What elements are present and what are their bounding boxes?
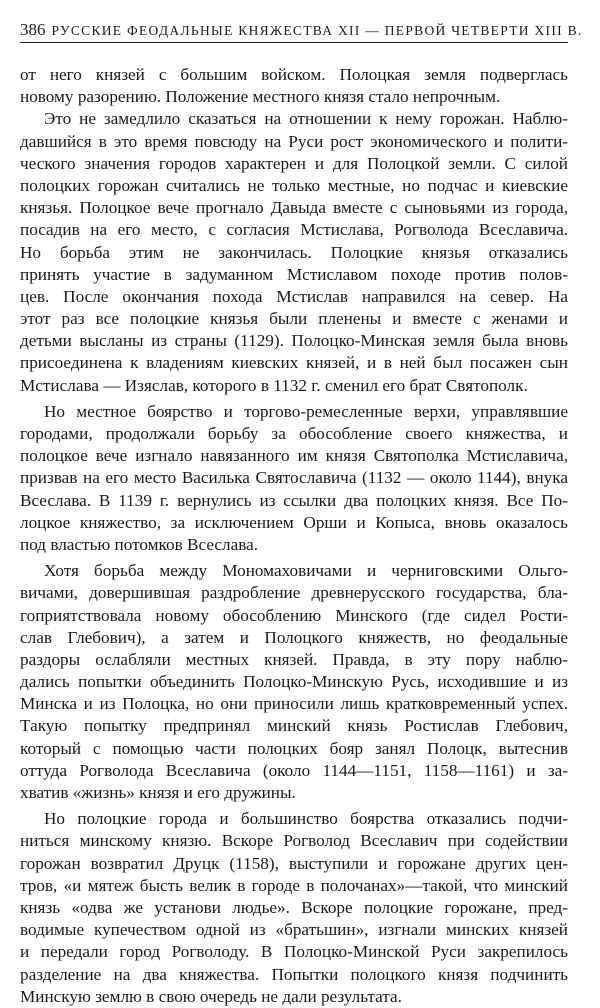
text-line: ниться минскому князю. Вскоре Рогволод Всеславич при содействии xyxy=(20,831,568,851)
text-line: князь «одва же установи людье». Вскоре полоцкие горожане, пред- xyxy=(20,897,568,917)
text-line: полоцких горожан считались не только местные, но подчас и киевские xyxy=(20,175,568,195)
running-title: РУССКИЕ ФЕОДАЛЬНЫЕ КНЯЖЕСТВА XII — ПЕРВОЙ ЧЕТВЕРТИ XIII В. xyxy=(51,23,583,38)
text-line: Но полоцкие города и большинство боярства отказались подчи- xyxy=(44,809,568,829)
text-line: слав Глебович), а затем и Полоцкого княжеств, но феодальные xyxy=(20,627,568,647)
text-line: раздоры ослабляли местных князей. Правда, в эту пору наблю- xyxy=(20,649,568,669)
text-line: под властью потомков Всеслава. xyxy=(20,534,259,554)
text-line: разделение на два княжества. Попытки полоцкого князя подчинить xyxy=(20,964,568,984)
text-line: дались попытки объединить Полоцко-Минскую Русь, исходившие и из xyxy=(20,672,568,692)
header-rule xyxy=(20,42,568,43)
text-line: хватив «жизнь» князя и его дружины. xyxy=(20,783,296,802)
text-line: призвав на его место Василька Святославича (1132 — около 1144), внука xyxy=(20,468,568,488)
text-line: горожан возвратил Друцк (1158), выступили и горожане других цен- xyxy=(20,853,568,873)
text-line: этот раз все полоцкие князья были пленены и вместе с женами и xyxy=(20,309,568,329)
text-line: лоцкое княжество, за исключением Орши и Копыса, вновь оказалось xyxy=(20,512,568,532)
text-line: водимые купечеством одной из «братьшин», изгнали минских князей xyxy=(20,920,568,940)
paragraph xyxy=(20,808,568,1008)
paragraph xyxy=(20,560,568,804)
text-line: Минска и из Полоцка, но они приносили лишь кратковременный успех. xyxy=(20,694,568,714)
body-text xyxy=(20,64,568,1008)
text-line: тров, «и мятеж бысть велик в городе в полочанах»—такой, что минский xyxy=(20,875,568,895)
text-line: Такую попытку предпринял минский князь Ростислав Глебович, xyxy=(20,716,568,736)
text-line: Всеслава. В 1139 г. вернулись из ссылки два полоцких князя. Все По- xyxy=(20,490,568,510)
text-line: Это не замедлило сказаться на отношении к нему горожан. Наблю- xyxy=(44,109,568,129)
text-line: гоприятствовала новому обособлению Минского (где сидел Рости- xyxy=(20,605,568,625)
text-line: Хотя борьба между Мономаховичами и черниговскими Ольго- xyxy=(44,561,568,581)
text-line: присоединена к владениям киевских князей, и в ней был посажен сын xyxy=(20,353,568,373)
text-line: цев. После окончания похода Мстислав направился на север. На xyxy=(20,286,568,306)
text-line: принять участие в задуманном Мстиславом походе против полов- xyxy=(20,264,568,284)
paragraph xyxy=(20,108,568,396)
text-line: Но местное боярство и торгово-ремесленные верхи, управлявшие xyxy=(44,401,568,421)
text-line: посадив на его место, с согласия Мстислава, Рогволода Всеславича. xyxy=(20,220,568,240)
text-line: Минскую землю в свою очередь не дали результата. xyxy=(20,986,402,1006)
paragraph xyxy=(20,64,568,108)
text-line: давшийся в это время повсюду на Руси рост экономического и полити- xyxy=(20,131,568,151)
text-line: и передали город Рогволоду. В Полоцко-Минской Руси закрепилось xyxy=(20,942,568,962)
text-line: ческого значения городов характерен и для Полоцкой земли. С силой xyxy=(20,153,568,173)
text-line: от него князей с большим войском. Полоцкая земля подверглась xyxy=(20,65,568,84)
running-head xyxy=(20,20,583,40)
text-line: князья. Полоцкое вече прогнало Давыда вместе с сыновьями из города, xyxy=(20,198,568,218)
text-line: оттуда Рогволода Всеславича (около 1144—1151, 1158—1161) и за- xyxy=(20,760,568,780)
text-line: городами, продолжали борьбу за обособление своего княжества, и xyxy=(20,424,568,443)
text-line: вичами, довершившая раздробление древнерусского государства, бла- xyxy=(20,583,568,603)
text-line: который с помощью части полоцких бояр занял Полоцк, вытеснив xyxy=(20,738,568,758)
text-line: детьми высланы из страны (1129). Полоцко-Минская земля была вновь xyxy=(20,331,568,351)
text-line: полоцкое вече изгнало навязанного им князя Святополка Мстиславича, xyxy=(20,446,568,466)
page-number: 386 xyxy=(20,20,46,39)
text-line: новому разорению. Положение местного князя стало непрочным. xyxy=(20,87,501,107)
paragraph xyxy=(20,401,568,556)
text-line: Но борьба этим не закончилась. Полоцкие князья отказались xyxy=(20,242,568,262)
text-line: Мстислава — Изяслав, которого в 1132 г. сменил его брат Святополк. xyxy=(20,375,528,395)
